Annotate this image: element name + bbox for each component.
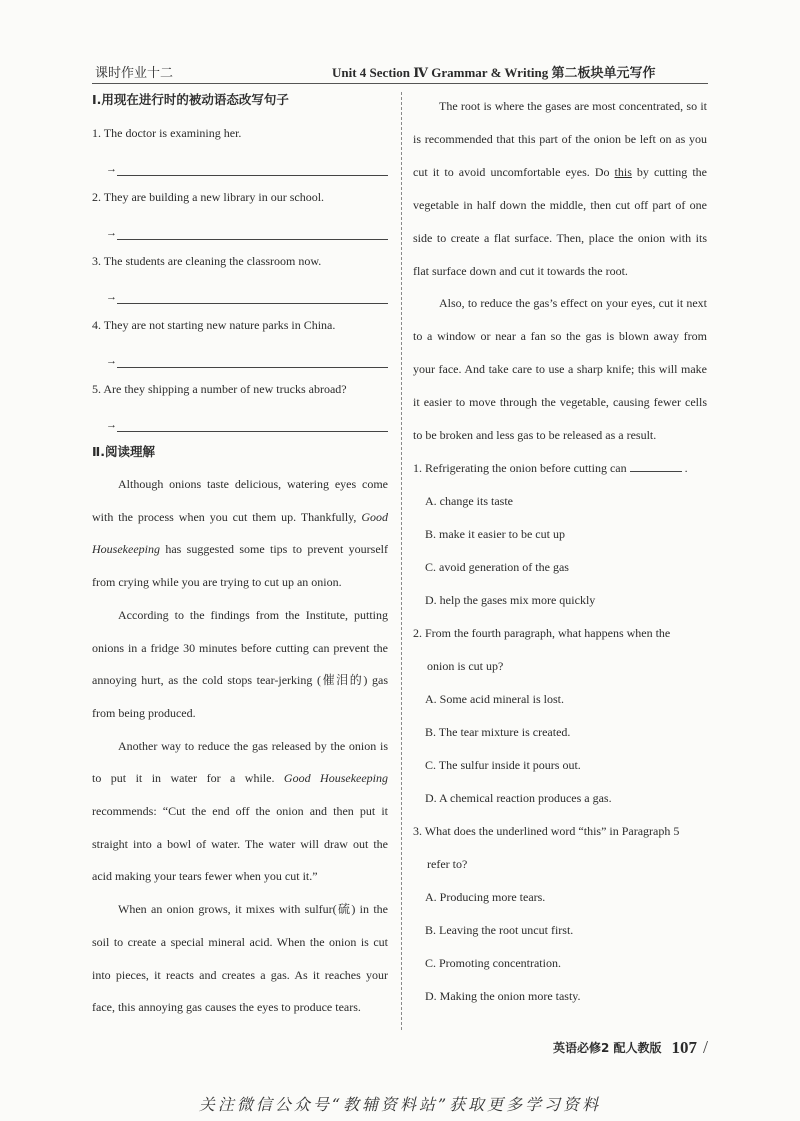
source-name: Good Housekeeping	[92, 509, 388, 557]
page-header-right	[332, 62, 656, 81]
unit-section-label: Unit 4 Section Ⅳ Grammar & Writing	[332, 65, 549, 80]
arrow-icon: →	[106, 227, 117, 239]
passage-paragraph-4: When an onion grows, it mixes with sulfur(硫) in the soil to create a special mineral acid. When the onion is cut into pieces, it reacts and creates a gas. As it reaches your face, this annoying gas causes the eyes to produce tears.	[92, 902, 388, 1015]
page-header-left: 课时作业十二	[95, 66, 174, 81]
exercise-item: 3. The students are cleaning the classroom now.	[92, 254, 322, 268]
arrow-icon: →	[106, 419, 117, 431]
option[interactable]: C. avoid generation of the gas	[425, 559, 569, 574]
answer-blank[interactable]	[106, 281, 388, 304]
question-2-continued: onion is cut up?	[427, 658, 504, 673]
answer-line	[117, 355, 388, 368]
option[interactable]: C. Promoting concentration.	[425, 955, 561, 970]
watermark-text: 关注微信公众号“教辅资料站”获取更多学习资料	[198, 1095, 602, 1114]
option[interactable]: C. The sulfur inside it pours out.	[425, 757, 581, 772]
underlined-word: this	[614, 164, 632, 179]
exercise-item: 1. The doctor is examining her.	[92, 126, 242, 140]
passage-paragraph-3: Another way to reduce the gas released by the onion is to put it in water for a while. Good Housekeeping recommends: “Cut the end off the onion and then put it straight into a bowl of water. The water will draw out the acid making your tears fewer when you cut it.”	[92, 738, 389, 884]
left-column	[92, 90, 388, 1024]
option[interactable]: B. make it easier to be cut up	[425, 526, 565, 541]
answer-blank[interactable]	[106, 217, 388, 240]
fill-blank[interactable]	[630, 461, 682, 472]
option[interactable]: D. A chemical reaction produces a gas.	[425, 790, 612, 805]
option[interactable]: D. help the gases mix more quickly	[425, 592, 596, 607]
answer-blank[interactable]	[106, 153, 388, 176]
right-column	[413, 90, 707, 1013]
passage-paragraph-1: Although onions taste delicious, watering eyes come with the process when you cut them up. Thankfully, Good Housekeeping has suggested some tips to prevent yourself from crying while you are trying to cut up an onion.	[92, 477, 388, 590]
book-title: 英语必修2 配人教版	[553, 1041, 662, 1055]
answer-line	[117, 163, 388, 176]
option[interactable]: A. change its taste	[425, 493, 513, 508]
column-divider	[401, 92, 402, 1030]
option[interactable]: B. The tear mixture is created.	[425, 724, 571, 739]
exercise-item: 4. They are not starting new nature parks in China.	[92, 318, 336, 332]
passage-paragraph-5: The root is where the gases are most concentrated, so it is recommended that this part of the onion be left on as you cut it to avoid uncomfortable eyes. Do this by cutting the vegetable in half down the middle, then cut off part of one side to create a flat surface. Then, place the onion with its flat surface down and cut it towards the root.	[413, 99, 707, 278]
arrow-icon: →	[106, 355, 117, 367]
answer-line	[117, 227, 388, 240]
option[interactable]: B. Leaving the root uncut first.	[425, 922, 574, 937]
answer-line	[117, 291, 388, 304]
option[interactable]: A. Some acid mineral is lost.	[425, 691, 564, 706]
option[interactable]: D. Making the onion more tasty.	[425, 988, 581, 1003]
question-3-continued: refer to?	[427, 856, 468, 871]
slash-mark: /	[703, 1037, 709, 1057]
answer-line	[117, 419, 388, 432]
header-rule	[92, 83, 708, 84]
unit-section-cn-label: 第二板块单元写作	[551, 66, 656, 81]
source-name: Good Housekeeping	[283, 771, 389, 786]
answer-blank[interactable]	[106, 345, 388, 368]
page-footer	[553, 1037, 708, 1058]
question-1: 1. Refrigerating the onion before cutting can .	[413, 460, 688, 475]
exercise-item: 2. They are building a new library in our school.	[92, 190, 325, 204]
passage-paragraph-2: According to the findings from the Institute, putting onions in a fridge 30 minutes before cutting can prevent the annoying hurt, as the cold stops tear-jerking (催泪的) gas from being produced.	[92, 607, 388, 720]
exercise-item: 5. Are they shipping a number of new trucks abroad?	[92, 382, 347, 396]
question-3: 3. What does the underlined word “this” in Paragraph 5	[413, 823, 680, 838]
arrow-icon: →	[106, 291, 117, 303]
answer-blank[interactable]	[106, 409, 388, 432]
option[interactable]: A. Producing more tears.	[425, 889, 546, 904]
page-number: 107	[671, 1037, 698, 1057]
question-2: 2. From the fourth paragraph, what happens when the	[413, 625, 671, 640]
section2-title: Ⅱ.阅读理解	[92, 444, 155, 459]
passage-paragraph-6: Also, to reduce the gas’s effect on your eyes, cut it next to a window or near a fan so the gas is blown away from your face. And take care to use a sharp knife; this will make it easier to move through the vegetable, causing fewer cells to be broken and less gas to be released as a result.	[413, 296, 707, 443]
section1-title: Ⅰ.用现在进行时的被动语态改写句子	[92, 92, 289, 107]
arrow-icon: →	[106, 163, 117, 175]
